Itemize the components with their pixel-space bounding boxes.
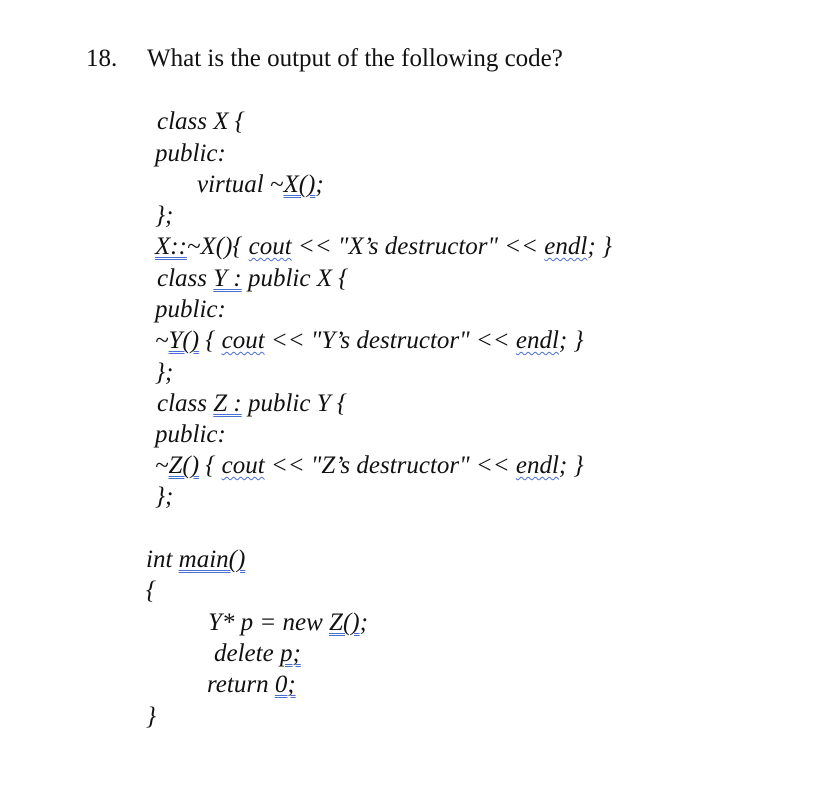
code-line <box>155 232 612 262</box>
code-token: 0; <box>274 671 296 698</box>
code-token: delete <box>214 640 280 667</box>
code-token: << "Z’s destructor" << <box>264 452 516 479</box>
code-token: public Y { <box>241 390 347 417</box>
code-token: Y() <box>168 327 200 354</box>
code-token: { <box>199 452 222 479</box>
code-line <box>157 264 348 294</box>
code-token: main() <box>178 546 246 573</box>
code-token: public: <box>155 296 226 323</box>
code-line <box>155 201 173 231</box>
code-line <box>155 482 173 512</box>
code-token: ; } <box>558 452 584 479</box>
code-token: ; } <box>587 233 612 260</box>
code-token: << "Y’s destructor" << <box>264 327 516 354</box>
code-line <box>197 170 324 200</box>
question-text: What is the output of the following code? <box>147 45 563 72</box>
code-token: class <box>157 390 214 417</box>
code-token: } <box>146 703 156 730</box>
code-token: public: <box>155 140 226 167</box>
code-token: X() <box>283 171 316 198</box>
question-number: 18. <box>86 45 118 72</box>
code-token: }; <box>155 202 174 229</box>
code-token: { <box>146 577 156 604</box>
code-token: p; <box>279 640 301 667</box>
code-token: ; <box>359 609 368 636</box>
code-token: Y* p = new <box>208 609 330 636</box>
code-token: }; <box>155 359 174 386</box>
code-line <box>155 358 173 388</box>
code-token: ~X(){ <box>186 233 249 260</box>
code-token: virtual ~ <box>197 171 284 198</box>
code-token: ; } <box>558 327 584 354</box>
code-token: }; <box>155 483 174 510</box>
code-token: << "X’s destructor" << <box>291 233 545 260</box>
code-token: endl <box>515 452 559 479</box>
code-token: endl <box>515 327 559 354</box>
code-token: cout <box>248 233 292 260</box>
code-line <box>214 639 301 669</box>
code-token: { <box>199 327 222 354</box>
code-line <box>157 107 245 137</box>
code-line <box>155 451 584 481</box>
code-line <box>155 326 584 356</box>
code-token: ~ <box>155 327 169 354</box>
code-token: int <box>146 546 179 573</box>
code-token: public: <box>155 421 226 448</box>
code-token: cout <box>221 327 265 354</box>
code-line <box>146 545 245 575</box>
code-token: return <box>207 671 275 698</box>
code-line <box>207 670 296 700</box>
code-token: class X { <box>157 108 245 135</box>
code-line <box>155 139 226 169</box>
code-line <box>146 576 156 606</box>
code-token: cout <box>221 452 265 479</box>
code-token: Y : <box>213 265 242 292</box>
code-token: class <box>157 265 214 292</box>
code-token: X:: <box>155 233 187 260</box>
code-token: endl <box>544 233 588 260</box>
code-token: Z : <box>213 390 242 417</box>
code-token: ; <box>315 171 324 198</box>
code-line <box>155 420 226 450</box>
code-line <box>146 702 156 732</box>
code-line <box>155 295 226 325</box>
code-line <box>157 389 347 419</box>
code-line <box>208 608 368 638</box>
code-token: ~ <box>155 452 169 479</box>
code-token: public X { <box>241 265 349 292</box>
code-token: Z() <box>329 609 360 636</box>
code-token: Z() <box>168 452 200 479</box>
